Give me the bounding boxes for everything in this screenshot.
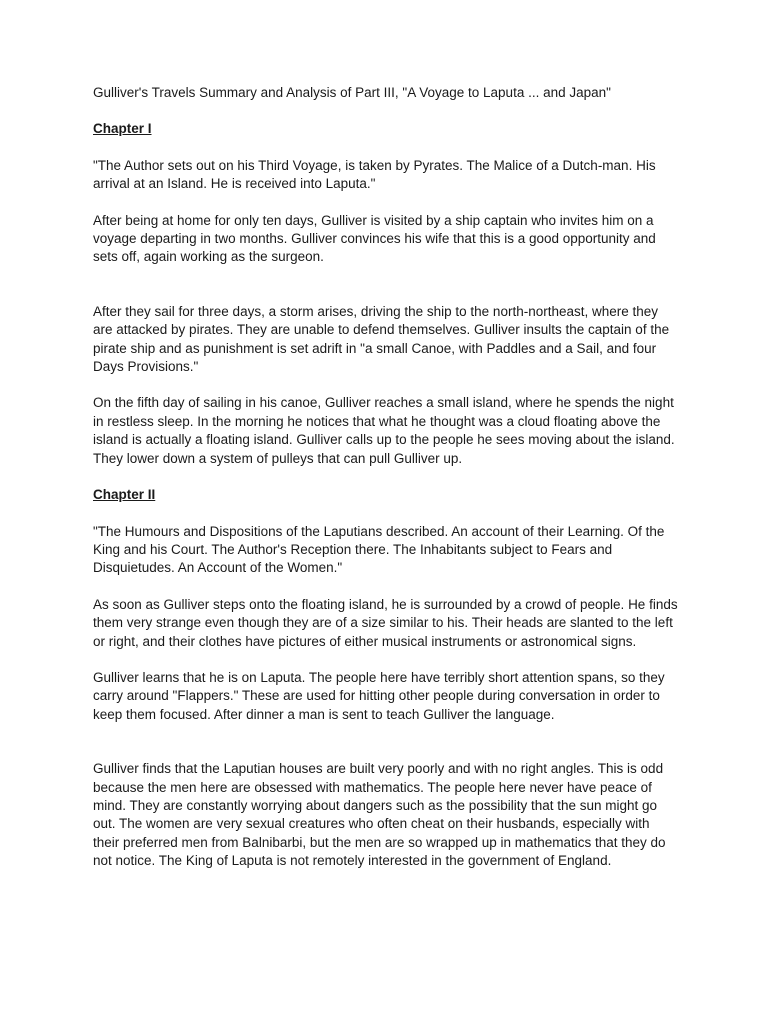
document-page xyxy=(93,84,679,889)
chapter-heading: Chapter I xyxy=(93,121,152,137)
body-paragraph: Gulliver finds that the Laputian houses are built very poorly and with no right angles. This is odd because the men here are obsessed with mathematics. The people here never have peace of mind. They are constantly worrying about dangers such as the possibility that the sun might go out. The women are very sexual creatures who often cheat on their husbands, especially with their preferred men from Balnibarbi, but the men are so wrapped up in mathematics that they do not notice. The King of Laputa is not remotely interested in the government of England. xyxy=(93,761,666,869)
chapter-section-2 xyxy=(93,486,679,871)
body-paragraph: Gulliver learns that he is on Laputa. The people here have terribly short attention spans, so they carry around "Flappers." These are used for hitting other people during conversation in order to keep them focused. After dinner a man is sent to teach Gulliver the language. xyxy=(93,669,665,722)
body-paragraph: After being at home for only ten days, Gulliver is visited by a ship captain who invites him on a voyage departing in two months. Gulliver convinces his wife that this is a good opportunity and sets off, again working as the surgeon. xyxy=(93,212,656,265)
body-paragraph: After they sail for three days, a storm arises, driving the ship to the north-northeast, where they are attacked by pirates. They are unable to defend themselves. Gulliver insults the captain of the pirate ship and as punishment is set adrift in "a small Canoe, with Paddles and a Sail, and four Days Provisions." xyxy=(93,303,670,375)
chapter-epigraph: "The Humours and Dispositions of the Laputians described. An account of their Learning. Of the King and his Court. The Author's Reception there. The Inhabitants subject to Fears and Disquietudes. An Account of the Women." xyxy=(93,523,665,576)
chapter-section-1 xyxy=(93,120,679,468)
chapter-heading: Chapter II xyxy=(93,487,156,503)
document-title: Gulliver's Travels Summary and Analysis of Part III, "A Voyage to Laputa ... and Japan" xyxy=(93,85,611,100)
body-paragraph: On the fifth day of sailing in his canoe, Gulliver reaches a small island, where he spends the night in restless sleep. In the morning he notices that what he thought was a cloud floating above the island is actually a floating island. Gulliver calls up to the people he sees moving about the island. They lower down a system of pulleys that can pull Gulliver up. xyxy=(93,395,675,466)
chapter-epigraph: "The Author sets out on his Third Voyage, is taken by Pyrates. The Malice of a Dutch-man. His arrival at an Island. He is received into Laputa." xyxy=(93,157,656,192)
body-paragraph: As soon as Gulliver steps onto the floating island, he is surrounded by a crowd of people. He finds them very strange even though they are of a size similar to his. Their heads are slanted to the left or right, and their clothes have pictures of either musical instruments or astronomical signs. xyxy=(93,596,678,649)
